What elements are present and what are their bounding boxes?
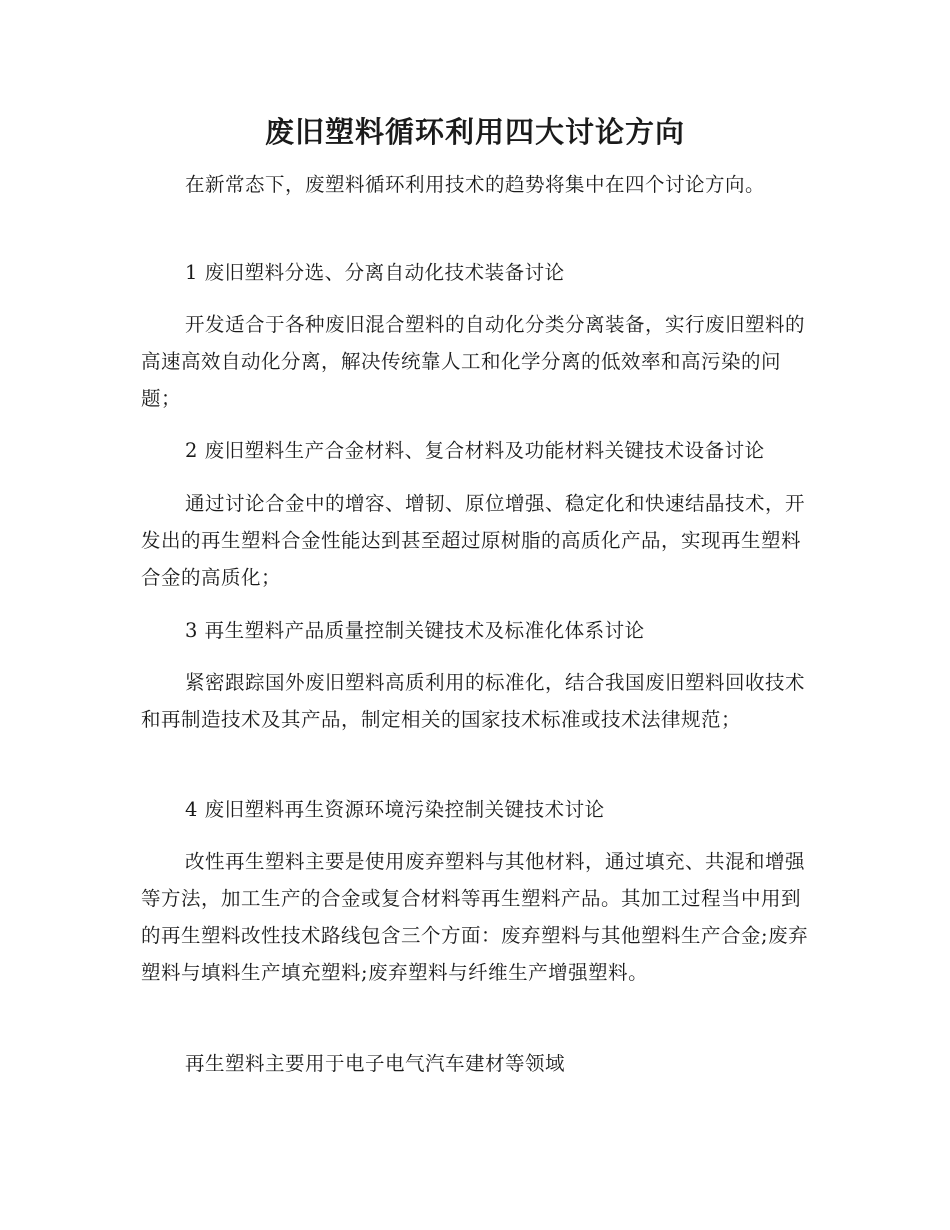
section-4-body: 改性再生塑料主要是使用废弃塑料与其他材料，通过填充、共混和增强等方法，加工生产的合金或复合材料等再生塑料产品。其加工过程当中用到的再生塑料改性技术路线包含三个方面：废弃塑料与其他塑料生产合金;废弃塑料与填料生产填充塑料;废弃塑料与纤维生产增强塑料。 (141, 850, 809, 984)
section-3-heading: 3 再生塑料产品质量控制关键技术及标准化体系讨论 (185, 619, 645, 642)
section-4-heading: 4 废旧塑料再生资源环境污染控制关键技术讨论 (185, 798, 605, 821)
section-2-body: 通过讨论合金中的增容、增韧、原位增强、稳定化和快速结晶技术，开发出的再生塑料合金性能达到甚至超过原树脂的高质化产品，实现再生塑料合金的高质化； (141, 492, 806, 589)
document-title: 废旧塑料循环利用四大讨论方向 (264, 115, 685, 149)
closing-line: 再生塑料主要用于电子电气汽车建材等领域 (185, 1052, 566, 1075)
section-1-body: 开发适合于各种废旧混合塑料的自动化分类分离装备，实行废旧塑料的高速高效自动化分离，解决传统靠人工和化学分离的低效率和高污染的问题； (141, 313, 806, 410)
intro-paragraph: 在新常态下，废塑料循环利用技术的趋势将集中在四个讨论方向。 (185, 173, 766, 196)
section-3-body: 紧密跟踪国外废旧塑料高质利用的标准化，结合我国废旧塑料回收技术和再制造技术及其产品，制定相关的国家技术标准或技术法律规范； (141, 671, 806, 731)
section-1-heading: 1 废旧塑料分选、分离自动化技术装备讨论 (185, 261, 565, 284)
section-2-heading: 2 废旧塑料生产合金材料、复合材料及功能材料关键技术设备讨论 (185, 439, 765, 462)
